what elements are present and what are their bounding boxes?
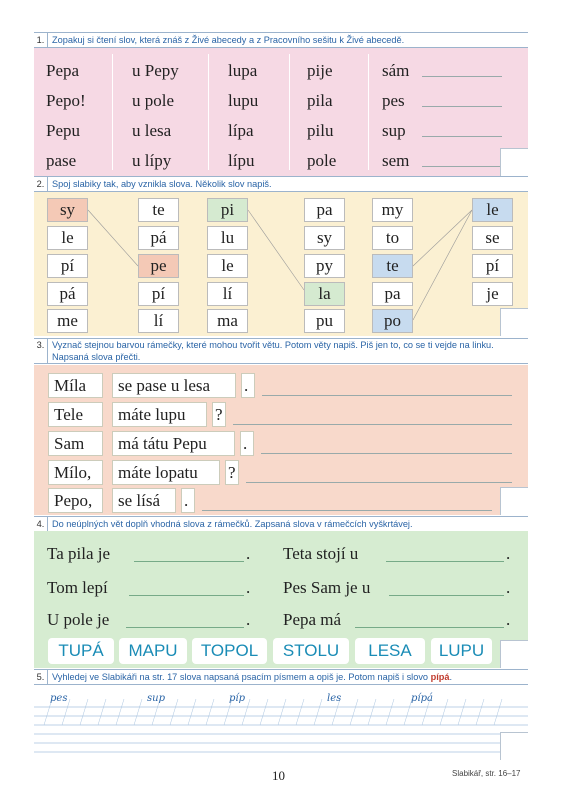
punctuation-box[interactable]: . bbox=[181, 488, 195, 513]
check-box[interactable] bbox=[500, 308, 528, 336]
handwritten-word: pípá bbox=[411, 693, 433, 704]
syllable-tile[interactable]: me bbox=[47, 309, 88, 333]
section-instruction: Vyznač stejnou barvou rámečky, které mohou tvořit větu. Potom věty napiš. Piš jen to, co se ti vejde na linku. Napsaná slova přečti. bbox=[52, 340, 494, 362]
syllable-tile[interactable]: le bbox=[47, 226, 88, 250]
word: lupa bbox=[228, 61, 258, 80]
write-line[interactable] bbox=[246, 482, 512, 483]
word: lupu bbox=[228, 91, 259, 110]
section-1-header bbox=[34, 32, 528, 48]
word: lípa bbox=[228, 121, 254, 140]
syllable-tile[interactable]: lí bbox=[138, 309, 179, 333]
sentence-start: U pole je bbox=[47, 610, 110, 629]
syllable-tile[interactable]: je bbox=[472, 282, 513, 306]
syllable-tile[interactable]: sy bbox=[47, 198, 88, 222]
write-line[interactable] bbox=[422, 106, 502, 107]
word: pes bbox=[382, 91, 405, 110]
predicate-box[interactable]: se pase u lesa bbox=[112, 373, 236, 398]
punctuation-box[interactable]: . bbox=[241, 373, 255, 398]
fill-line[interactable] bbox=[355, 627, 504, 628]
write-line[interactable] bbox=[422, 76, 502, 77]
syllable-tile[interactable]: lí bbox=[207, 282, 248, 306]
write-line[interactable] bbox=[422, 166, 502, 167]
predicate-box[interactable]: má tátu Pepu bbox=[112, 431, 235, 456]
predicate-box[interactable]: máte lopatu bbox=[112, 460, 220, 485]
write-line[interactable] bbox=[261, 453, 512, 454]
section-3-sentence-box bbox=[34, 365, 528, 515]
syllable-tile[interactable]: le bbox=[472, 198, 513, 222]
connecting-lines bbox=[34, 192, 528, 336]
punctuation-box[interactable]: ? bbox=[212, 402, 226, 427]
word: pilu bbox=[307, 121, 334, 140]
handwriting-lines bbox=[34, 685, 528, 760]
instruction-end: . bbox=[449, 672, 453, 682]
section-number: 4. bbox=[34, 517, 48, 532]
section-5-header bbox=[34, 669, 528, 685]
section-3-header bbox=[34, 338, 528, 364]
syllable-tile[interactable]: la bbox=[304, 282, 345, 306]
syllable-tile[interactable]: pá bbox=[47, 282, 88, 306]
subject-box[interactable]: Mílo, bbox=[48, 460, 103, 485]
word: sem bbox=[382, 151, 410, 170]
syllable-tile[interactable]: my bbox=[372, 198, 413, 222]
word-chip[interactable]: TUPÁ bbox=[48, 638, 114, 664]
check-box[interactable] bbox=[500, 487, 528, 515]
word: pase bbox=[46, 151, 77, 170]
word: u lípy bbox=[132, 151, 172, 170]
word: Pepo! bbox=[46, 91, 86, 110]
syllable-tile[interactable]: pá bbox=[138, 226, 179, 250]
section-number: 1. bbox=[34, 33, 48, 48]
section-number: 3. bbox=[34, 339, 48, 364]
syllable-tile[interactable]: pe bbox=[138, 254, 179, 278]
syllable-tile[interactable]: le bbox=[207, 254, 248, 278]
check-box[interactable] bbox=[500, 640, 528, 668]
section-number: 2. bbox=[34, 177, 48, 192]
sentence-end: . bbox=[246, 544, 251, 563]
subject-box[interactable]: Pepo, bbox=[48, 488, 103, 513]
section-2-header bbox=[34, 176, 528, 192]
sentence-end: . bbox=[246, 610, 251, 629]
syllable-tile[interactable]: pa bbox=[304, 198, 345, 222]
word: pole bbox=[307, 151, 337, 170]
page-reference: Slabikář, str. 16–17 bbox=[452, 769, 521, 778]
word: u pole bbox=[132, 91, 175, 110]
syllable-tile[interactable]: se bbox=[472, 226, 513, 250]
fill-line[interactable] bbox=[134, 561, 244, 562]
write-line[interactable] bbox=[233, 424, 512, 425]
syllable-tile[interactable]: lu bbox=[207, 226, 248, 250]
sentence-end: . bbox=[506, 610, 511, 629]
word: lípu bbox=[228, 151, 255, 170]
fill-line[interactable] bbox=[129, 595, 244, 596]
syllable-tile[interactable]: pa bbox=[372, 282, 413, 306]
syllable-tile[interactable]: py bbox=[304, 254, 345, 278]
word: sup bbox=[382, 121, 406, 140]
word: u Pepy bbox=[132, 61, 179, 80]
sentence-end: . bbox=[506, 578, 511, 597]
predicate-box[interactable]: se lísá bbox=[112, 488, 176, 513]
syllable-tile[interactable]: sy bbox=[304, 226, 345, 250]
fill-line[interactable] bbox=[389, 595, 504, 596]
word: sám bbox=[382, 61, 410, 80]
subject-box[interactable]: Tele bbox=[48, 402, 103, 427]
handwritten-word: sup bbox=[147, 693, 165, 704]
instruction-start: Vyhledej ve Slabikáři na str. 17 slova napsaná psacím písmem a opiš je. Potom napiš i slovo bbox=[52, 672, 429, 682]
syllable-tile[interactable]: pí bbox=[47, 254, 88, 278]
word-chip[interactable]: LUPU bbox=[431, 638, 492, 664]
sentence-start: Tom lepí bbox=[47, 578, 108, 597]
word: Pepu bbox=[46, 121, 80, 140]
syllable-tile[interactable]: pí bbox=[472, 254, 513, 278]
section-4-fill-box bbox=[34, 531, 528, 668]
syllable-tile[interactable]: pu bbox=[304, 309, 345, 333]
check-box[interactable] bbox=[500, 732, 528, 760]
section-2-syllable-box bbox=[34, 192, 528, 336]
handwritten-word: píp bbox=[229, 693, 246, 704]
fill-line[interactable] bbox=[126, 627, 244, 628]
sentence-end: . bbox=[506, 544, 511, 563]
syllable-tile[interactable]: te bbox=[138, 198, 179, 222]
syllable-tile[interactable]: to bbox=[372, 226, 413, 250]
fill-line[interactable] bbox=[386, 561, 504, 562]
word: Pepa bbox=[46, 61, 80, 80]
subject-box[interactable]: Sam bbox=[48, 431, 103, 456]
word-chip[interactable]: STOLU bbox=[273, 638, 349, 664]
sentence-start: Teta stojí u bbox=[283, 544, 359, 563]
word-chip[interactable]: TOPOL bbox=[192, 638, 267, 664]
syllable-tile[interactable]: po bbox=[372, 309, 413, 333]
handwritten-word: les bbox=[327, 693, 342, 704]
handwritten-word: pes bbox=[50, 693, 68, 704]
write-line[interactable] bbox=[262, 395, 512, 396]
sentence-start: Pes Sam je u bbox=[283, 578, 371, 597]
section-instruction: Do neúplných vět doplň vhodná slova z rámečků. Zapsaná slova v rámečcích vyškrtávej. bbox=[52, 519, 413, 529]
section-instruction: Spoj slabiky tak, aby vznikla slova. Několik slov napiš. bbox=[52, 179, 272, 189]
syllable-tile[interactable]: te bbox=[372, 254, 413, 278]
subject-box[interactable]: Míla bbox=[48, 373, 103, 398]
write-line[interactable] bbox=[202, 510, 492, 511]
punctuation-box[interactable]: ? bbox=[225, 460, 239, 485]
word: pila bbox=[307, 91, 333, 110]
word-chip[interactable]: MAPU bbox=[119, 638, 187, 664]
word: pije bbox=[307, 61, 333, 80]
section-instruction: Zopakuj si čtení slov, která znáš z Živé abecedy a z Pracovního sešitu k Živé abecedě. bbox=[52, 35, 405, 45]
word: u lesa bbox=[132, 121, 172, 140]
section-5-writing-box bbox=[34, 685, 528, 760]
section-1-reading-box bbox=[34, 48, 528, 176]
predicate-box[interactable]: máte lupu bbox=[112, 402, 207, 427]
sentence-end: . bbox=[246, 578, 251, 597]
punctuation-box[interactable]: . bbox=[240, 431, 254, 456]
sentence-start: Ta pila je bbox=[47, 544, 111, 563]
section-number: 5. bbox=[34, 670, 48, 685]
sentence-start: Pepa má bbox=[283, 610, 342, 629]
syllable-tile[interactable]: ma bbox=[207, 309, 248, 333]
section-4-header bbox=[34, 516, 528, 532]
instruction-bold-word: pípá bbox=[430, 672, 450, 682]
syllable-tile[interactable]: pi bbox=[207, 198, 248, 222]
syllable-tile[interactable]: pí bbox=[138, 282, 179, 306]
write-line[interactable] bbox=[422, 136, 502, 137]
page-number: 10 bbox=[272, 768, 285, 783]
word-chip[interactable]: LESA bbox=[355, 638, 425, 664]
check-box[interactable] bbox=[500, 148, 528, 176]
